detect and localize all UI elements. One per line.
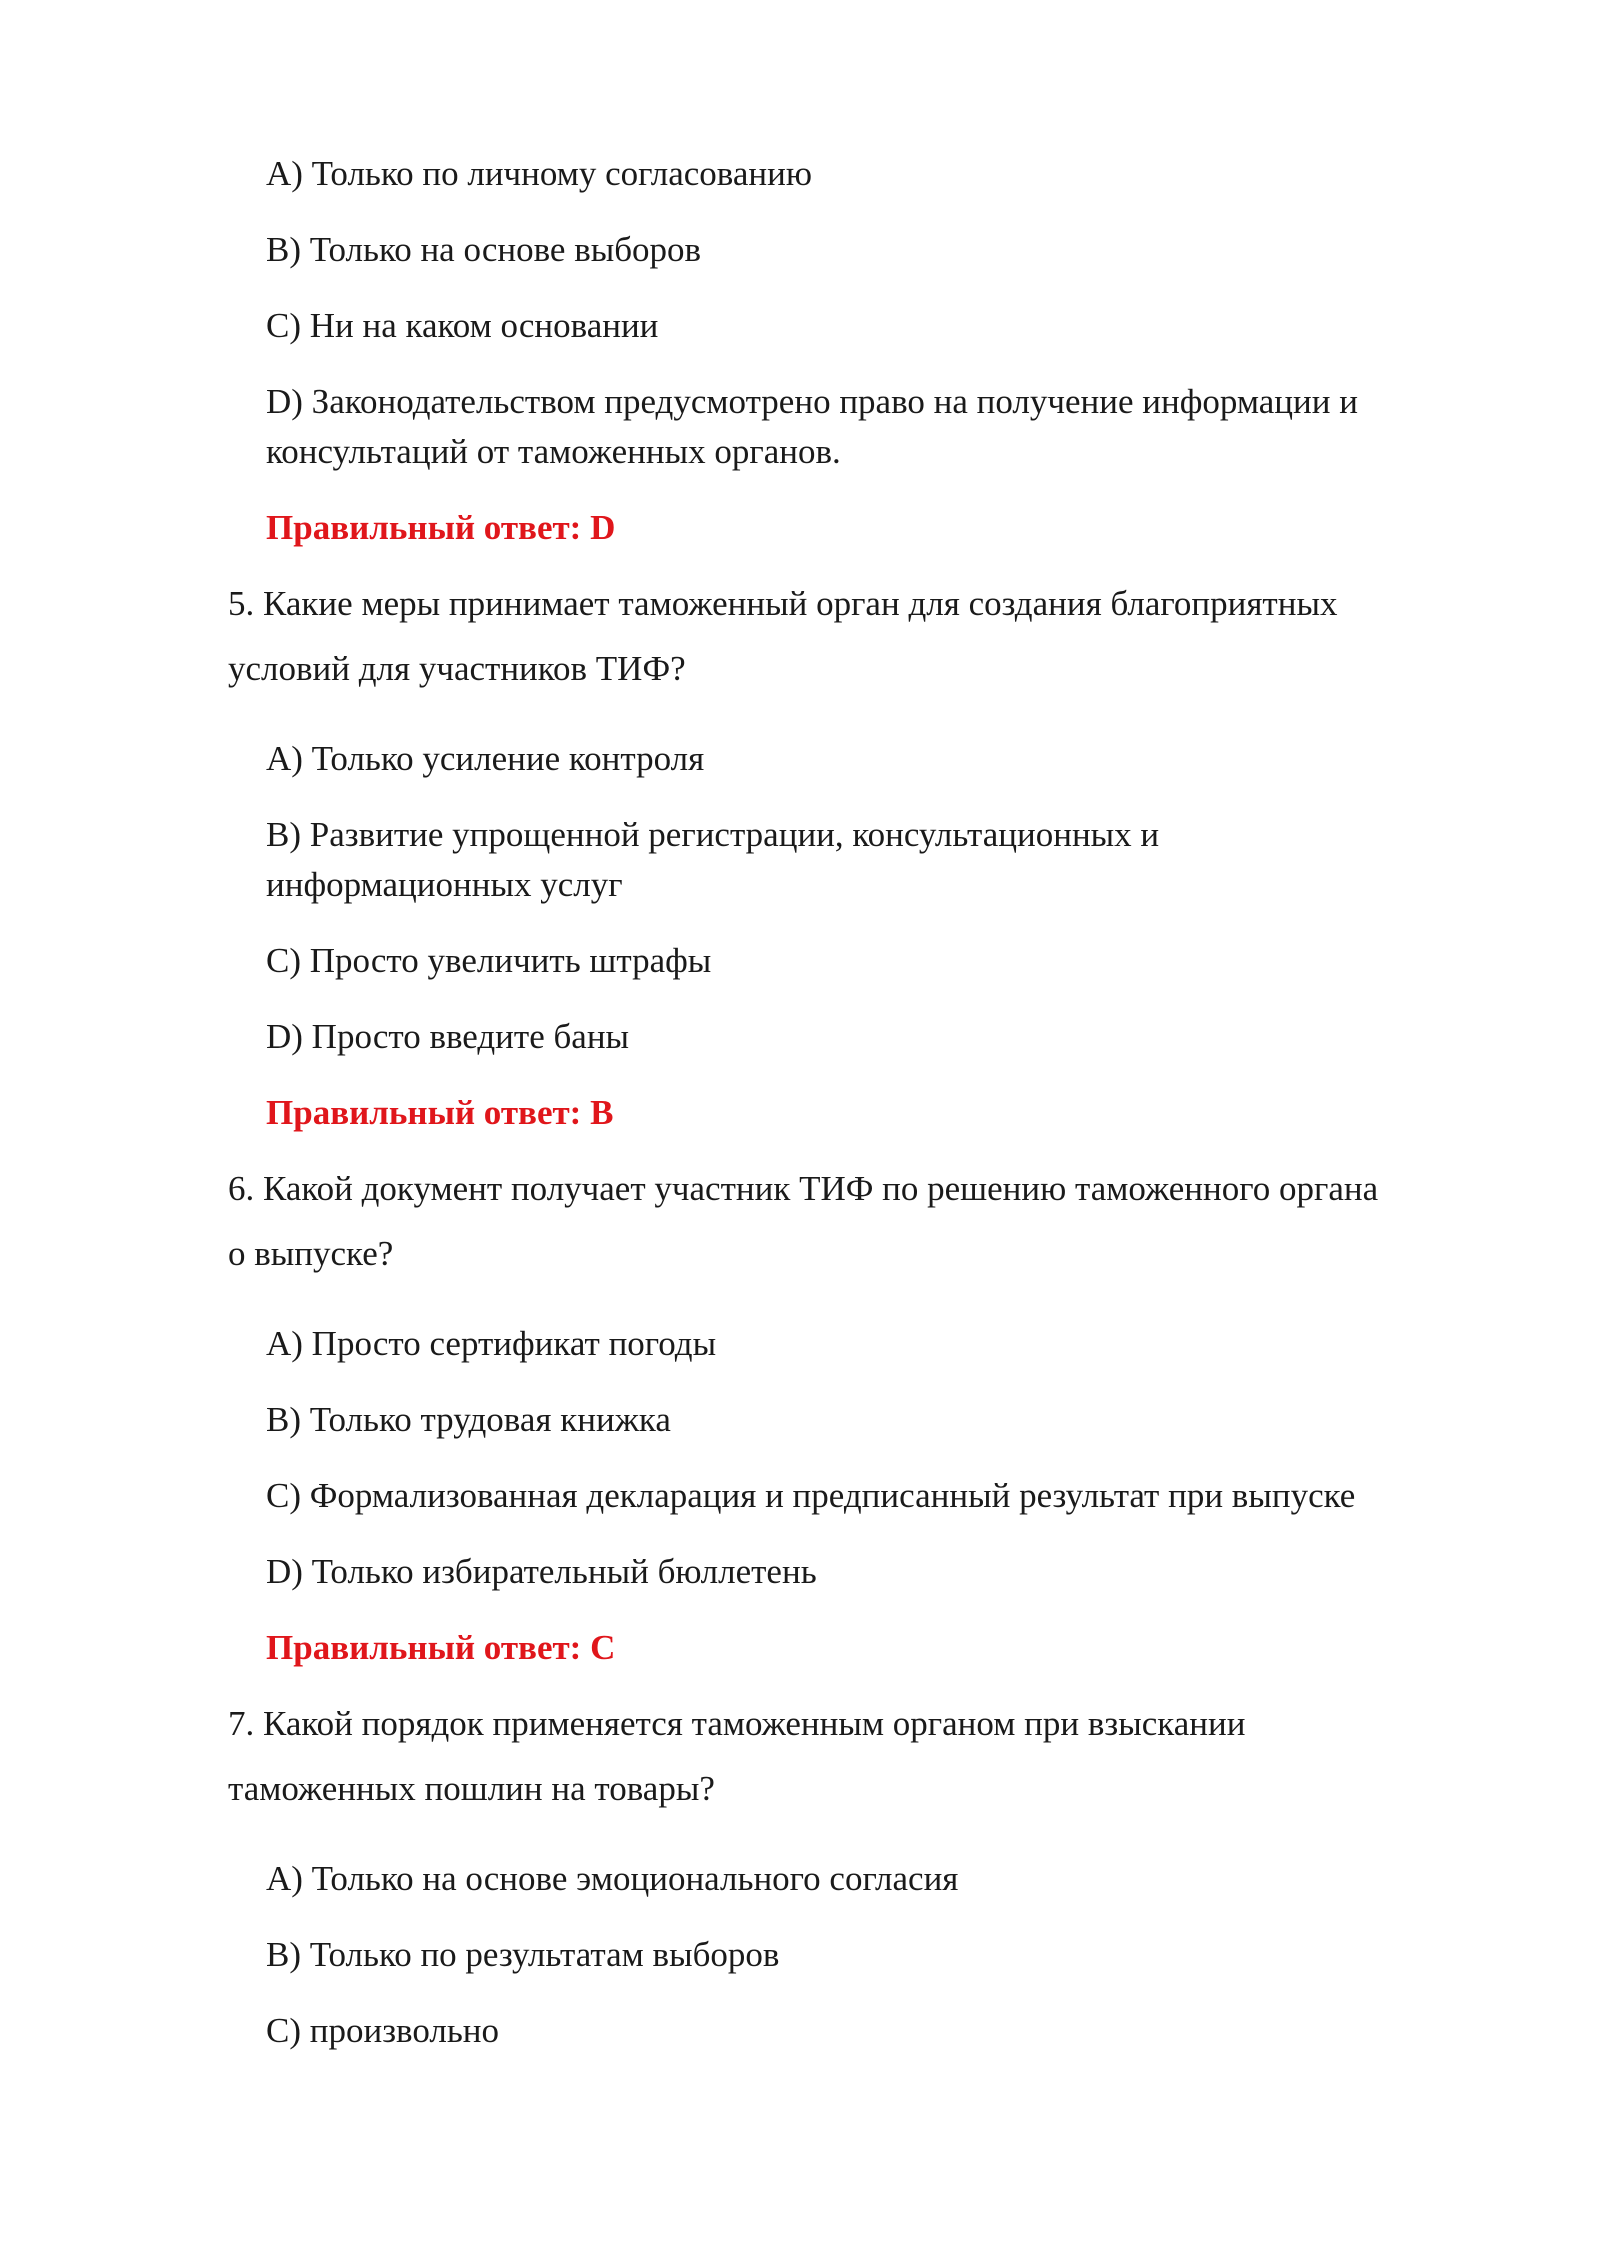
option-d-continuation: консультаций от таможенных органов. xyxy=(266,432,841,471)
option-c: C) произвольно xyxy=(266,2011,500,2050)
question-5-continuation: условий для участников ТИФ? xyxy=(228,649,686,688)
option-b: B) Только на основе выборов xyxy=(266,230,702,269)
option-a: А) Только на основе эмоционального согласия xyxy=(266,1859,959,1898)
option-b: B) Только трудовая книжка xyxy=(266,1400,671,1439)
correct-answer: Правильный ответ: D xyxy=(266,508,616,547)
option-a: А) Просто сертификат погоды xyxy=(266,1324,717,1363)
option-d: D) Только избирательный бюллетень xyxy=(266,1552,817,1591)
correct-answer: Правильный ответ: B xyxy=(266,1093,614,1132)
question-7-continuation: таможенных пошлин на товары? xyxy=(228,1769,715,1808)
option-a: А) Только усиление контроля xyxy=(266,739,705,778)
option-c: C) Ни на каком основании xyxy=(266,306,659,345)
option-d: D) Законодательством предусмотрено право на получение информации и xyxy=(266,382,1358,421)
question-5: 5. Какие меры принимает таможенный орган для создания благоприятных xyxy=(228,584,1338,623)
option-b-continuation: информационных услуг xyxy=(266,865,623,904)
option-b: B) Только по результатам выборов xyxy=(266,1935,780,1974)
option-d: D) Просто введите баны xyxy=(266,1017,630,1056)
option-a: А) Только по личному согласованию xyxy=(266,154,812,193)
option-b: B) Развитие упрощенной регистрации, консультационных и xyxy=(266,815,1160,854)
question-6-continuation: о выпуске? xyxy=(228,1234,394,1273)
option-c: C) Просто увеличить штрафы xyxy=(266,941,712,980)
correct-answer: Правильный ответ: C xyxy=(266,1628,616,1667)
option-c: C) Формализованная декларация и предписанный результат при выпуске xyxy=(266,1476,1356,1515)
question-6: 6. Какой документ получает участник ТИФ по решению таможенного органа xyxy=(228,1169,1379,1208)
question-7: 7. Какой порядок применяется таможенным органом при взыскании xyxy=(228,1704,1246,1743)
